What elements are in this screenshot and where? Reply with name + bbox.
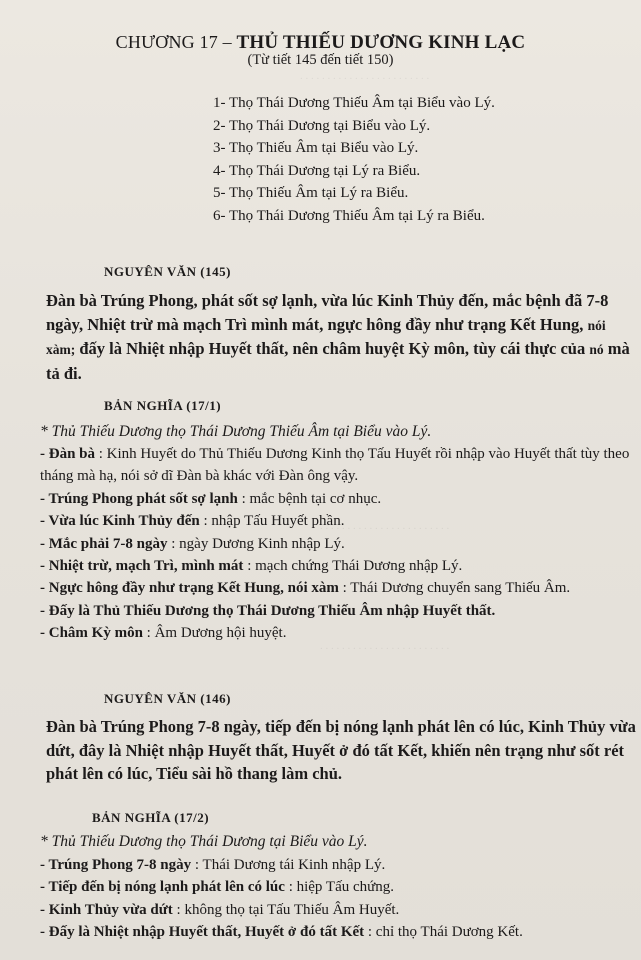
item-key: - Đàn bà — [40, 446, 96, 462]
list-item — [40, 443, 640, 488]
list-item — [40, 533, 640, 555]
outline-item: 6- Thọ Thái Dương Thiếu Âm tại Lý ra Biểu. — [213, 207, 485, 224]
text-part-small: nói xàm; — [46, 317, 606, 357]
item-key: - Đấy là Nhiệt nhập Huyết thất, Huyết ở đó tất Kết — [40, 924, 365, 941]
item-desc: : hiệp Tấu chứng. — [284, 879, 395, 896]
chapter-range: (Từ tiết 145 đến tiết 150) — [247, 52, 394, 68]
original-text-146: Đàn bà Trúng Phong 7-8 ngày, tiếp đến bị nóng lạnh phát lên có lúc, Kinh Thủy vừa dứt, đây là Nhiệt nhập Huyết thất, Huyết ở đó tất Kết, khiến nên trạng như sốt rét phát lên có lúc, Tiểu sài hồ thang làm chủ. — [46, 717, 636, 783]
bleed-through-texture: . . . . . . . . . . . . . . . . . . . . . . . . — [320, 640, 450, 652]
list-item — [40, 854, 640, 876]
outline-item: 5- Thọ Thiếu Âm tại Lý ra Biểu. — [213, 185, 409, 201]
chapter-title — [0, 32, 641, 54]
outline-item: 4- Thọ Thái Dương tại Lý ra Biểu. — [213, 162, 421, 179]
item-key: - Đấy là Thủ Thiếu Dương thọ Thái Dương Thiếu Âm nhập Huyết thất. — [40, 602, 496, 619]
item-key: - Châm Kỳ môn — [40, 625, 143, 642]
item-desc: : không thọ tại Tấu Thiếu Âm Huyết. — [172, 901, 400, 918]
item-desc: : Kinh Huyết do Thủ Thiếu Dương Kinh thọ Tấu Huyết rồi nhập vào Huyết thất tùy theo tháng mà hạ, nói sở dĩ Đàn bà khác với Đàn ông vậy. — [40, 446, 630, 485]
outline-item: 3- Thọ Thiếu Âm tại Biểu vào Lý. — [213, 140, 419, 156]
list-item — [40, 488, 640, 510]
section-label-146: NGUYÊN VĂN (146) — [104, 691, 231, 706]
list-item — [40, 899, 640, 921]
chapter-number: CHƯƠNG 17 – — [115, 32, 232, 52]
list-item — [40, 555, 640, 577]
list-item — [40, 921, 640, 943]
item-key: - Tiếp đến bị nóng lạnh phát lên có lúc — [40, 879, 285, 896]
item-desc: : mắc bệnh tại cơ nhục. — [237, 490, 382, 507]
item-key: - Nhiệt trừ, mạch Trì, mình mát — [40, 558, 244, 575]
section-label-17-1: BẢN NGHĨA (17/1) — [104, 398, 222, 413]
list-item — [40, 510, 640, 532]
text-part: mà tả đi. — [46, 339, 630, 383]
chapter-outline — [213, 92, 495, 227]
original-text-145 — [46, 289, 636, 385]
item-desc: : ngày Dương Kinh nhập Lý. — [167, 535, 345, 552]
bleed-through-texture: . . . . . . . . . . . . . . . . . . . . . . . . — [300, 70, 430, 82]
item-desc: : mạch chứng Thái Dương nhập Lý. — [243, 558, 463, 575]
outline-item: 1- Thọ Thái Dương Thiếu Âm tại Biểu vào Lý. — [213, 95, 495, 111]
item-desc: : Âm Dương hội huyệt. — [142, 625, 287, 642]
list-item — [40, 876, 640, 898]
item-desc: : nhập Tấu Huyết phần. — [199, 513, 345, 530]
section-intro-17-1: * Thủ Thiếu Dương thọ Thái Dương Thiếu Âm tại Biểu vào Lý. — [40, 423, 432, 440]
item-key: - Kinh Thủy vừa dứt — [40, 901, 173, 918]
list-item — [40, 577, 640, 599]
outline-item: 2- Thọ Thái Dương tại Biểu vào Lý. — [213, 117, 431, 134]
bleed-through-texture: . . . . . . . . . . . . . . . . . . . . . . . . — [320, 520, 450, 532]
explanation-list-17-1 — [40, 443, 640, 645]
list-item — [40, 600, 640, 622]
section-label-145: NGUYÊN VĂN (145) — [104, 264, 231, 279]
item-key: - Trúng Phong phát sốt sợ lạnh — [40, 490, 238, 507]
item-desc: : Thái Dương tái Kinh nhập Lý. — [191, 857, 386, 873]
explanation-list-17-2 — [40, 854, 640, 944]
text-part-small: nó — [589, 342, 604, 357]
item-key: - Mắc phải 7-8 ngày — [40, 535, 168, 552]
item-desc: : chỉ thọ Thái Dương Kết. — [364, 924, 523, 941]
section-intro-17-2: * Thủ Thiếu Dương thọ Thái Dương tại Biểu vào Lý. — [40, 833, 368, 850]
text-part: Đàn bà Trúng Phong, phát sốt sợ lạnh, vừa lúc Kinh Thủy đến, mắc bệnh đã 7-8 ngày, Nhiệt trừ mà mạch Trì mình mát, ngực hông đầy như trạng Kết Hung, — [46, 291, 609, 334]
item-key: - Vừa lúc Kinh Thủy đến — [40, 513, 200, 530]
chapter-name: THỦ THIẾU DƯƠNG KINH LẠC — [236, 32, 526, 53]
item-key: - Trúng Phong 7-8 ngày — [40, 857, 192, 873]
item-key: - Ngực hông đầy như trạng Kết Hung, nói xàm — [40, 580, 339, 597]
text-part: đấy là Nhiệt nhập Huyết thất, nên châm huyệt Kỳ môn, tùy cái thực của — [79, 339, 586, 358]
section-label-17-2: BẢN NGHĨA (17/2) — [92, 810, 210, 825]
item-desc: : Thái Dương chuyển sang Thiếu Âm. — [338, 580, 571, 597]
list-item — [40, 622, 640, 644]
